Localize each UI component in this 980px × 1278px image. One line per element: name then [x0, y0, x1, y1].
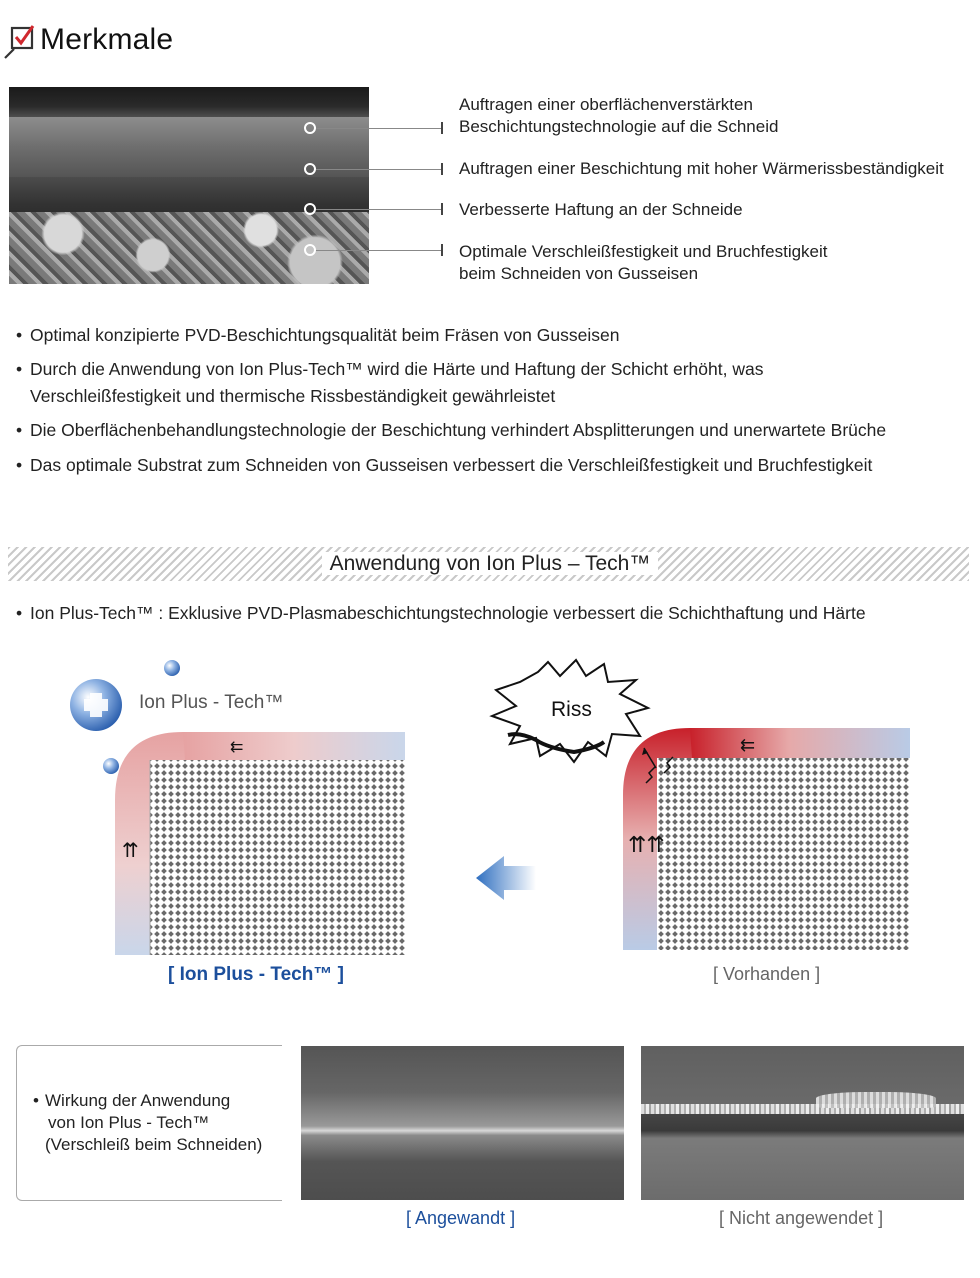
svg-text:Riss: Riss — [551, 698, 592, 721]
existing-caption: [ Vorhanden ] — [713, 964, 821, 984]
svg-text:⇇: ⇇ — [230, 737, 244, 756]
section-bullet: • Ion Plus-Tech™ : Exklusive PVD-Plasmabeschichtungstechnologie verbessert die Schichthaftung und Härte — [16, 603, 866, 623]
annotation-text: Verbesserte Haftung an der Schneide — [459, 200, 743, 219]
list-item: • Optimal konzipierte PVD-Beschichtungsqualität beim Fräsen von Gusseisen — [16, 325, 620, 345]
annotation-marker — [304, 203, 316, 215]
leader-line — [316, 169, 442, 170]
list-item: • Das optimale Substrat zum Schneiden von Gusseisen verbessert die Verschleißfestigkeit und Bruchfestigkeit — [16, 455, 873, 475]
annotation-text: Auftragen einer oberflächenverstärkten Beschichtungstechnologie auf die Schneid — [459, 95, 779, 136]
checkbox-checked-icon — [2, 20, 38, 60]
applied-wear-image — [301, 1046, 624, 1200]
annotation-marker — [304, 244, 316, 256]
annotation-text: Optimale Verschleißfestigkeit und Bruchfestigkeit beim Schneiden von Gusseisen — [459, 242, 828, 283]
leader-line — [316, 209, 442, 210]
svg-text:⇈: ⇈ — [122, 838, 139, 862]
annotation-marker — [304, 122, 316, 134]
direction-arrow-icon — [476, 856, 536, 900]
leader-line — [316, 250, 442, 251]
page-header — [0, 20, 173, 60]
svg-text:⇈⇈: ⇈⇈ — [628, 833, 665, 858]
list-item: • Die Oberflächenbehandlungstechnologie der Beschichtung verhindert Absplitterungen und unerwartete Brüche — [16, 420, 887, 440]
svg-text:⇇: ⇇ — [740, 735, 756, 756]
coating-cross-section-image — [9, 87, 369, 284]
leader-cap — [441, 122, 443, 134]
leader-line — [316, 128, 442, 129]
svg-text:Ion Plus - Tech™: Ion Plus - Tech™ — [139, 692, 284, 713]
existing-coating-tool — [492, 660, 910, 950]
leader-cap — [441, 244, 443, 256]
annotation-marker — [304, 163, 316, 175]
leader-cap — [441, 203, 443, 215]
section-title: Anwendung von Ion Plus – Tech™ — [0, 547, 980, 581]
coating-comparison-diagram — [0, 640, 980, 960]
not-applied-wear-image — [641, 1046, 964, 1200]
page-title: Merkmale — [40, 23, 174, 56]
list-item: • Durch die Anwendung von Ion Plus-Tech™ wird die Härte und Haftung der Schicht erhöht, was Verschleißfestigkeit und thermische Rissbeständigkeit gewährleistet — [16, 359, 764, 406]
effect-label: • Wirkung der Anwendung von Ion Plus - Tech™ (Verschleiß beim Schneiden) — [33, 1091, 263, 1154]
ion-plus-tech-tool — [70, 660, 405, 955]
ion-plus-tech-caption: [ Ion Plus - Tech™ ] — [168, 964, 344, 985]
leader-cap — [441, 163, 443, 175]
applied-caption: [ Angewandt ] — [406, 1208, 516, 1228]
annotation-text: Auftragen einer Beschichtung mit hoher Wärmerissbeständigkeit — [459, 159, 944, 178]
not-applied-caption: [ Nicht angewendet ] — [719, 1208, 884, 1228]
